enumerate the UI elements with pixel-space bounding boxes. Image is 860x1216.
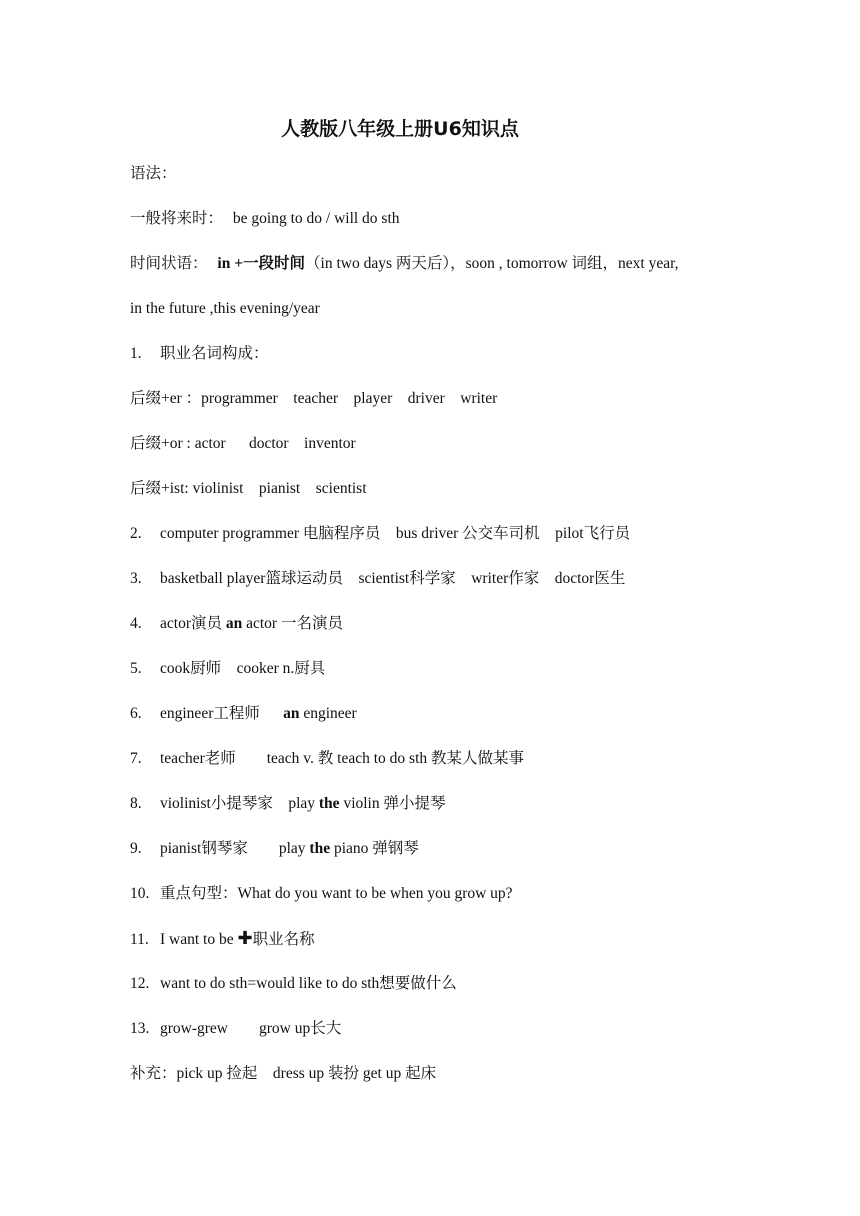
future-tense-value: be going to do / will do sth (232, 210, 400, 227)
item-number: 1. (130, 345, 142, 362)
item-text-c: actor 一名演员 (242, 615, 343, 632)
suffix-er-words: programmer teacher player driver writer (201, 390, 498, 407)
item-number: 3. (130, 570, 142, 587)
list-item-9 (130, 839, 419, 859)
item-number: 10. (130, 885, 150, 902)
item-number: 6. (130, 705, 142, 722)
item-text-bold: an (283, 705, 300, 722)
suffix-ist-line (130, 479, 367, 499)
item-text-a: engineer工程师 (160, 705, 284, 722)
item-text-a: violinist小提琴家 play (160, 795, 319, 812)
item-text-bold: an (225, 615, 243, 632)
time-adverbial-label: 时间状语： (130, 255, 208, 272)
supplement-line: 补充：pick up 捡起 dress up 装扮 get up 起床 (130, 1065, 437, 1082)
list-item-4 (130, 614, 343, 634)
list-item-10 (130, 884, 513, 904)
item-number: 8. (130, 795, 142, 812)
time-adverbial-bold: in +一段时间 (217, 255, 306, 272)
list-item-13 (130, 1019, 341, 1039)
item-text: want to do sth=would like to do sth想要做什么 (160, 975, 457, 992)
item-text-c: violin 弹小提琴 (339, 795, 446, 812)
item-number: 4. (130, 615, 142, 632)
item-text-c: engineer (299, 705, 357, 722)
item-text-a: pianist钢琴家 play (160, 840, 310, 857)
item-number: 13. (130, 1020, 150, 1037)
time-adverbial-line (130, 254, 679, 274)
item-number: 9. (130, 840, 142, 857)
item-text-bold: the (318, 795, 340, 812)
list-item-6 (130, 704, 357, 724)
item-number: 5. (130, 660, 142, 677)
item-text-c: 职业名称 (252, 931, 315, 948)
list-item-7 (130, 749, 524, 769)
suffix-or-words: actor doctor inventor (194, 435, 356, 452)
suffix-er-prefix: 后缀+er ： (130, 390, 202, 407)
list-item-12 (130, 974, 457, 994)
time-adverbial-rest: （in two days 两天后），soon , tomorrow 词组，next year, (305, 255, 679, 272)
list-item-2 (130, 524, 630, 544)
future-tense-label: 一般将来时： (130, 210, 224, 227)
item-text: grow-grew grow up长大 (160, 1020, 342, 1037)
future-tense-line (130, 209, 400, 229)
time-adverbial-continued: in the future ,this evening/year (130, 300, 320, 317)
suffix-ist-prefix: 后缀+ist: (130, 480, 193, 497)
item-text-a: actor演员 (160, 615, 226, 632)
list-item-8 (130, 794, 445, 814)
list-item-1 (130, 344, 269, 364)
item-text: 职业名词构成： (160, 345, 269, 362)
item-number: 2. (130, 525, 142, 542)
item-text: cook厨师 cooker n.厨具 (160, 660, 326, 677)
item-text: teacher老师 teach v. 教 teach to do sth 教某人做某事 (160, 750, 525, 767)
item-text-c: piano 弹钢琴 (330, 840, 419, 857)
list-item-5 (130, 659, 325, 679)
item-text-a: I want to be (160, 931, 238, 948)
suffix-ist-words: violinist pianist scientist (192, 480, 367, 497)
item-text: basketball player篮球运动员 scientist科学家 writer作家 doctor医生 (160, 570, 626, 587)
document-title: 人教版八年级上册U6知识点 (281, 118, 519, 140)
item-text: 重点句型：What do you want to be when you grow up? (160, 885, 513, 902)
item-number: 11. (130, 931, 149, 948)
item-text-bold: the (309, 840, 331, 857)
item-text: computer programmer 电脑程序员 bus driver 公交车司机 pilot飞行员 (160, 525, 631, 542)
item-number: 7. (130, 750, 142, 767)
suffix-or-line (130, 434, 356, 454)
list-item-3 (130, 569, 625, 589)
list-item-11 (130, 929, 315, 950)
suffix-or-prefix: 后缀+or : (130, 435, 195, 452)
plus-icon: ✚ (237, 928, 253, 949)
suffix-er-line (130, 389, 497, 409)
grammar-label: 语法： (130, 165, 177, 182)
item-number: 12. (130, 975, 150, 992)
